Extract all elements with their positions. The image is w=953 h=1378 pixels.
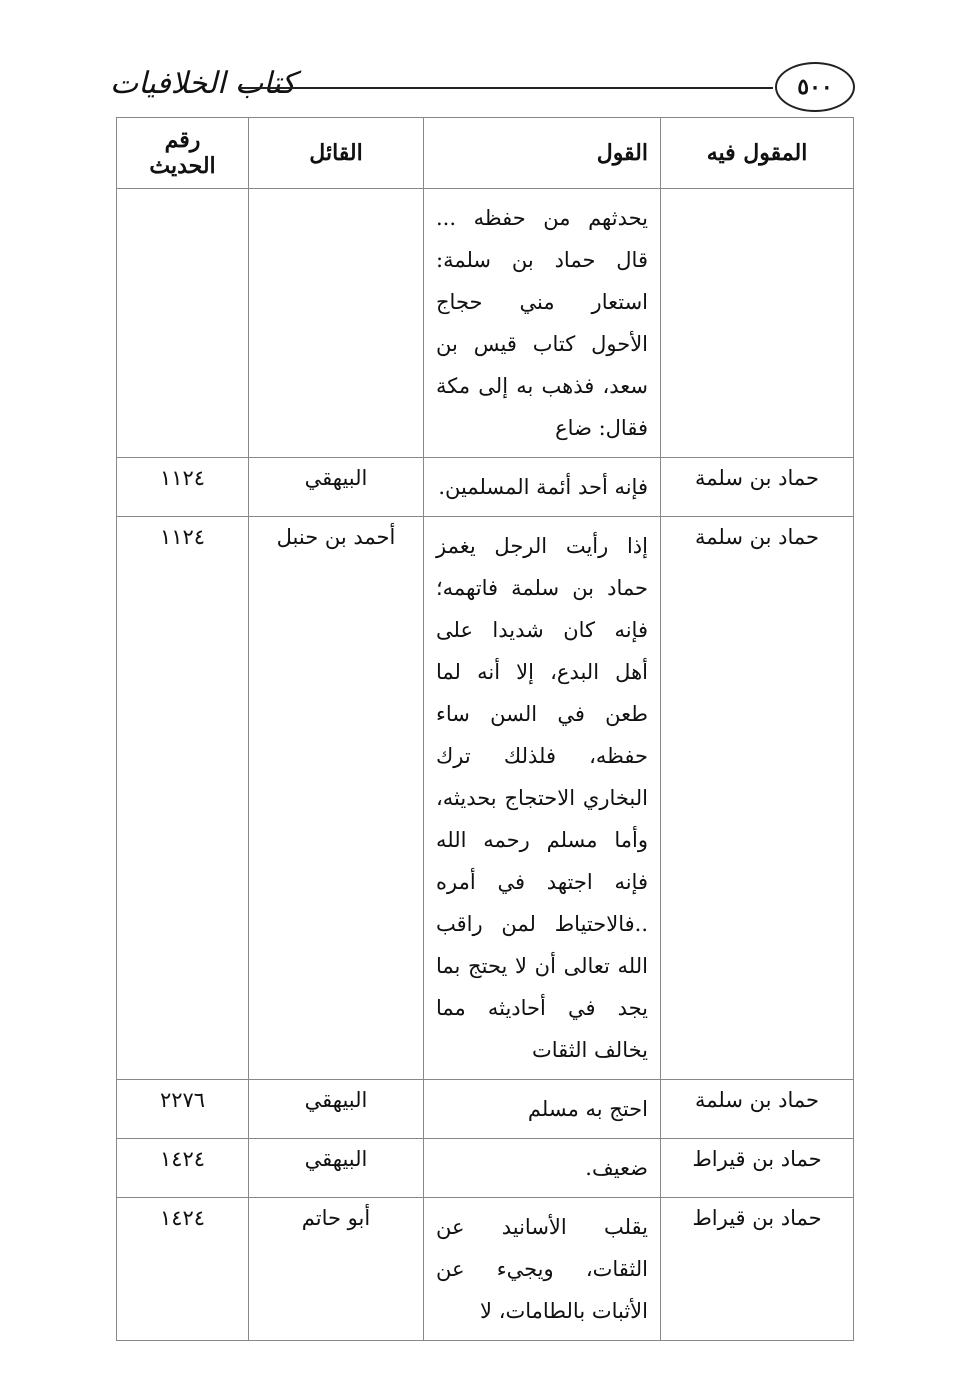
- cell-subject: حماد بن قيراط: [661, 1198, 854, 1341]
- table-row: [117, 458, 854, 517]
- cell-saying: إذا رأيت الرجل يغمز حماد بن سلمة فاتهمه؛ فإنه كان شديدا على أهل البدع، إلا أنه لما طعن في السن ساء حفظه، فلذلك ترك البخاري الاحتجاج بحديثه، وأما مسلم رحمه الله فإنه اجتهد في أمره ..فالاحتياط لمن راقب الله تعالى أن لا يحتج بما يجد في أحاديثه مما يخالف الثقات: [424, 517, 661, 1080]
- column-header-sayer: القائل: [249, 118, 424, 189]
- cell-saying: احتج به مسلم: [424, 1080, 661, 1139]
- column-header-saying: القول: [424, 118, 661, 189]
- page-number: ٥٠٠: [775, 62, 855, 112]
- cell-subject: حماد بن سلمة: [661, 517, 854, 1080]
- column-header-subject: المقول فيه: [661, 118, 854, 189]
- cell-sayer: أحمد بن حنبل: [249, 517, 424, 1080]
- cell-subject: حماد بن سلمة: [661, 1080, 854, 1139]
- cell-number: [117, 189, 249, 458]
- cell-subject: حماد بن قيراط: [661, 1139, 854, 1198]
- cell-sayer: أبو حاتم: [249, 1198, 424, 1341]
- cell-number: ١١٢٤: [117, 458, 249, 517]
- cell-sayer: البيهقي: [249, 1139, 424, 1198]
- header-rule: [238, 87, 773, 89]
- cell-saying: يحدثهم من حفظه ... قال حماد بن سلمة: استعار مني حجاج الأحول كتاب قيس بن سعد، فذهب به إلى مكة فقال: ضاع: [424, 189, 661, 458]
- table-row: [117, 1080, 854, 1139]
- cell-subject: حماد بن سلمة: [661, 458, 854, 517]
- cell-number: ١١٢٤: [117, 517, 249, 1080]
- narrators-table: [116, 117, 854, 1341]
- cell-saying: يقلب الأسانيد عن الثقات، ويجيء عن الأثبات بالطامات، لا: [424, 1198, 661, 1341]
- cell-number: ٢٢٧٦: [117, 1080, 249, 1139]
- page-header: [110, 62, 855, 114]
- table-row: [117, 517, 854, 1080]
- cell-sayer: [249, 189, 424, 458]
- cell-number: ١٤٢٤: [117, 1139, 249, 1198]
- table-row: [117, 1198, 854, 1341]
- cell-saying: فإنه أحد أئمة المسلمين.: [424, 458, 661, 517]
- book-title: كتاب الخلافيات: [110, 66, 296, 101]
- cell-saying: ضعيف.: [424, 1139, 661, 1198]
- cell-number: ١٤٢٤: [117, 1198, 249, 1341]
- column-header-number: رقم الحديث: [117, 118, 249, 189]
- table-header-row: [117, 118, 854, 189]
- table-row: [117, 1139, 854, 1198]
- table-row: [117, 189, 854, 458]
- cell-sayer: البيهقي: [249, 1080, 424, 1139]
- cell-sayer: البيهقي: [249, 458, 424, 517]
- cell-subject: [661, 189, 854, 458]
